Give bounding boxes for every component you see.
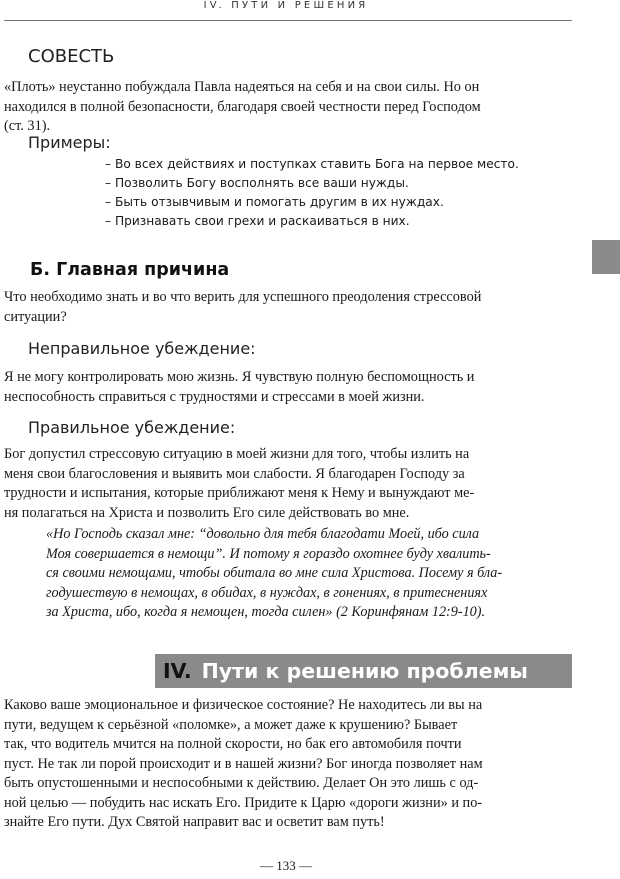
text-line: пути, ведущем к серьёзной «поломке», а может даже к крушению? Бывает <box>4 716 458 733</box>
text-line: «Плоть» неустанно побуждала Павла надеяться на себя и на свои силы. Но он <box>4 79 480 95</box>
text-line: неспособность справиться с трудностями и стрессами в моей жизни. <box>4 388 425 405</box>
conscience-paragraph <box>4 78 572 137</box>
chapter-thumb-tab <box>592 240 620 274</box>
text-line: ня полагаться на Христа и позволить Его силе действовать во мне. <box>4 504 410 521</box>
conscience-heading: СОВЕСТЬ <box>28 46 115 67</box>
running-head: IV. ПУТИ И РЕШЕНИЯ <box>203 0 369 11</box>
section-iv-number: IV. <box>163 659 192 683</box>
section-iv-title: Пути к решению проблемы <box>201 659 528 683</box>
examples-heading: Примеры: <box>28 133 111 152</box>
right-belief-paragraph <box>4 445 572 523</box>
text-line: Я не могу контролировать мою жизнь. Я чувствую полную беспомощность и <box>4 369 475 385</box>
quote-line: Моя совершается в немощи”. И потому я гораздо охотнее буду хвалить- <box>46 545 491 562</box>
text-line: пуст. Не так ли порой происходит и в нашей жизни? Бог иногда позволяет нам <box>4 755 483 772</box>
scripture-quote <box>46 525 572 623</box>
text-line: Что необходимо знать и во что верить для успешного преодоления стрессовой <box>4 289 482 305</box>
text-line: находился в полной безопасности, благодаря своей честности перед Господом <box>4 98 481 115</box>
text-line: трудности и испытания, которые приближают меня к Нему и вынуждают ме- <box>4 485 475 501</box>
quote-line: годушествую в немощах, в обидах, в нуждах, в гонениях, в притеснениях <box>46 584 488 601</box>
wrong-belief-paragraph <box>4 368 572 407</box>
text-line: так, что водитель мчится на полной скорости, но бак его автомобиля почти <box>4 736 462 752</box>
wrong-belief-heading: Неправильное убеждение: <box>28 339 256 358</box>
list-item: – Позволить Богу восполнять все ваши нужды. <box>105 176 409 190</box>
text-line: (ст. 31). <box>4 118 51 134</box>
page-number: — 133 — <box>260 858 312 873</box>
text-line: Бог допустил стрессовую ситуацию в моей жизни для того, чтобы излить на <box>4 446 470 462</box>
list-item: – Быть отзывчивым и помогать другим в их нуждах. <box>105 195 444 209</box>
examples-list <box>105 155 519 231</box>
text-line: быть опустошенными и неспособными к действию. Делает Он это лишь с од- <box>4 775 479 791</box>
list-item: – Во всех действиях и поступках ставить Бога на первое место. <box>105 157 519 171</box>
section-iv-heading <box>155 654 572 688</box>
quote-line: за Христа, ибо, когда я немощен, тогда силен» (2 Коринфянам 12:9-10). <box>46 604 486 620</box>
text-line: Каково ваше эмоциональное и физическое состояние? Не находитесь ли вы на <box>4 697 483 713</box>
text-line: знайте Его пути. Дух Святой направит вас и осветит вам путь! <box>4 814 385 830</box>
text-line: ситуации? <box>4 308 67 325</box>
right-belief-heading: Правильное убеждение: <box>28 418 236 437</box>
text-line: ной целью — побудить нас искать Его. Придите к Царю «дороги жизни» и по- <box>4 794 483 811</box>
quote-line: «Но Господь сказал мне: “довольно для тебя благодати Моей, ибо сила <box>46 526 480 542</box>
header-rule <box>4 20 572 21</box>
question-paragraph <box>4 288 572 327</box>
quote-line: ся своими немощами, чтобы обитала во мне сила Христова. Посему я бла- <box>46 565 503 581</box>
section-iv-paragraph <box>4 696 572 833</box>
list-item: – Признавать свои грехи и раскаиваться в них. <box>105 214 410 228</box>
section-b-heading: Б. Главная причина <box>30 260 230 280</box>
text-line: меня свои благословения и выявить мои слабости. Я благодарен Господу за <box>4 465 465 482</box>
